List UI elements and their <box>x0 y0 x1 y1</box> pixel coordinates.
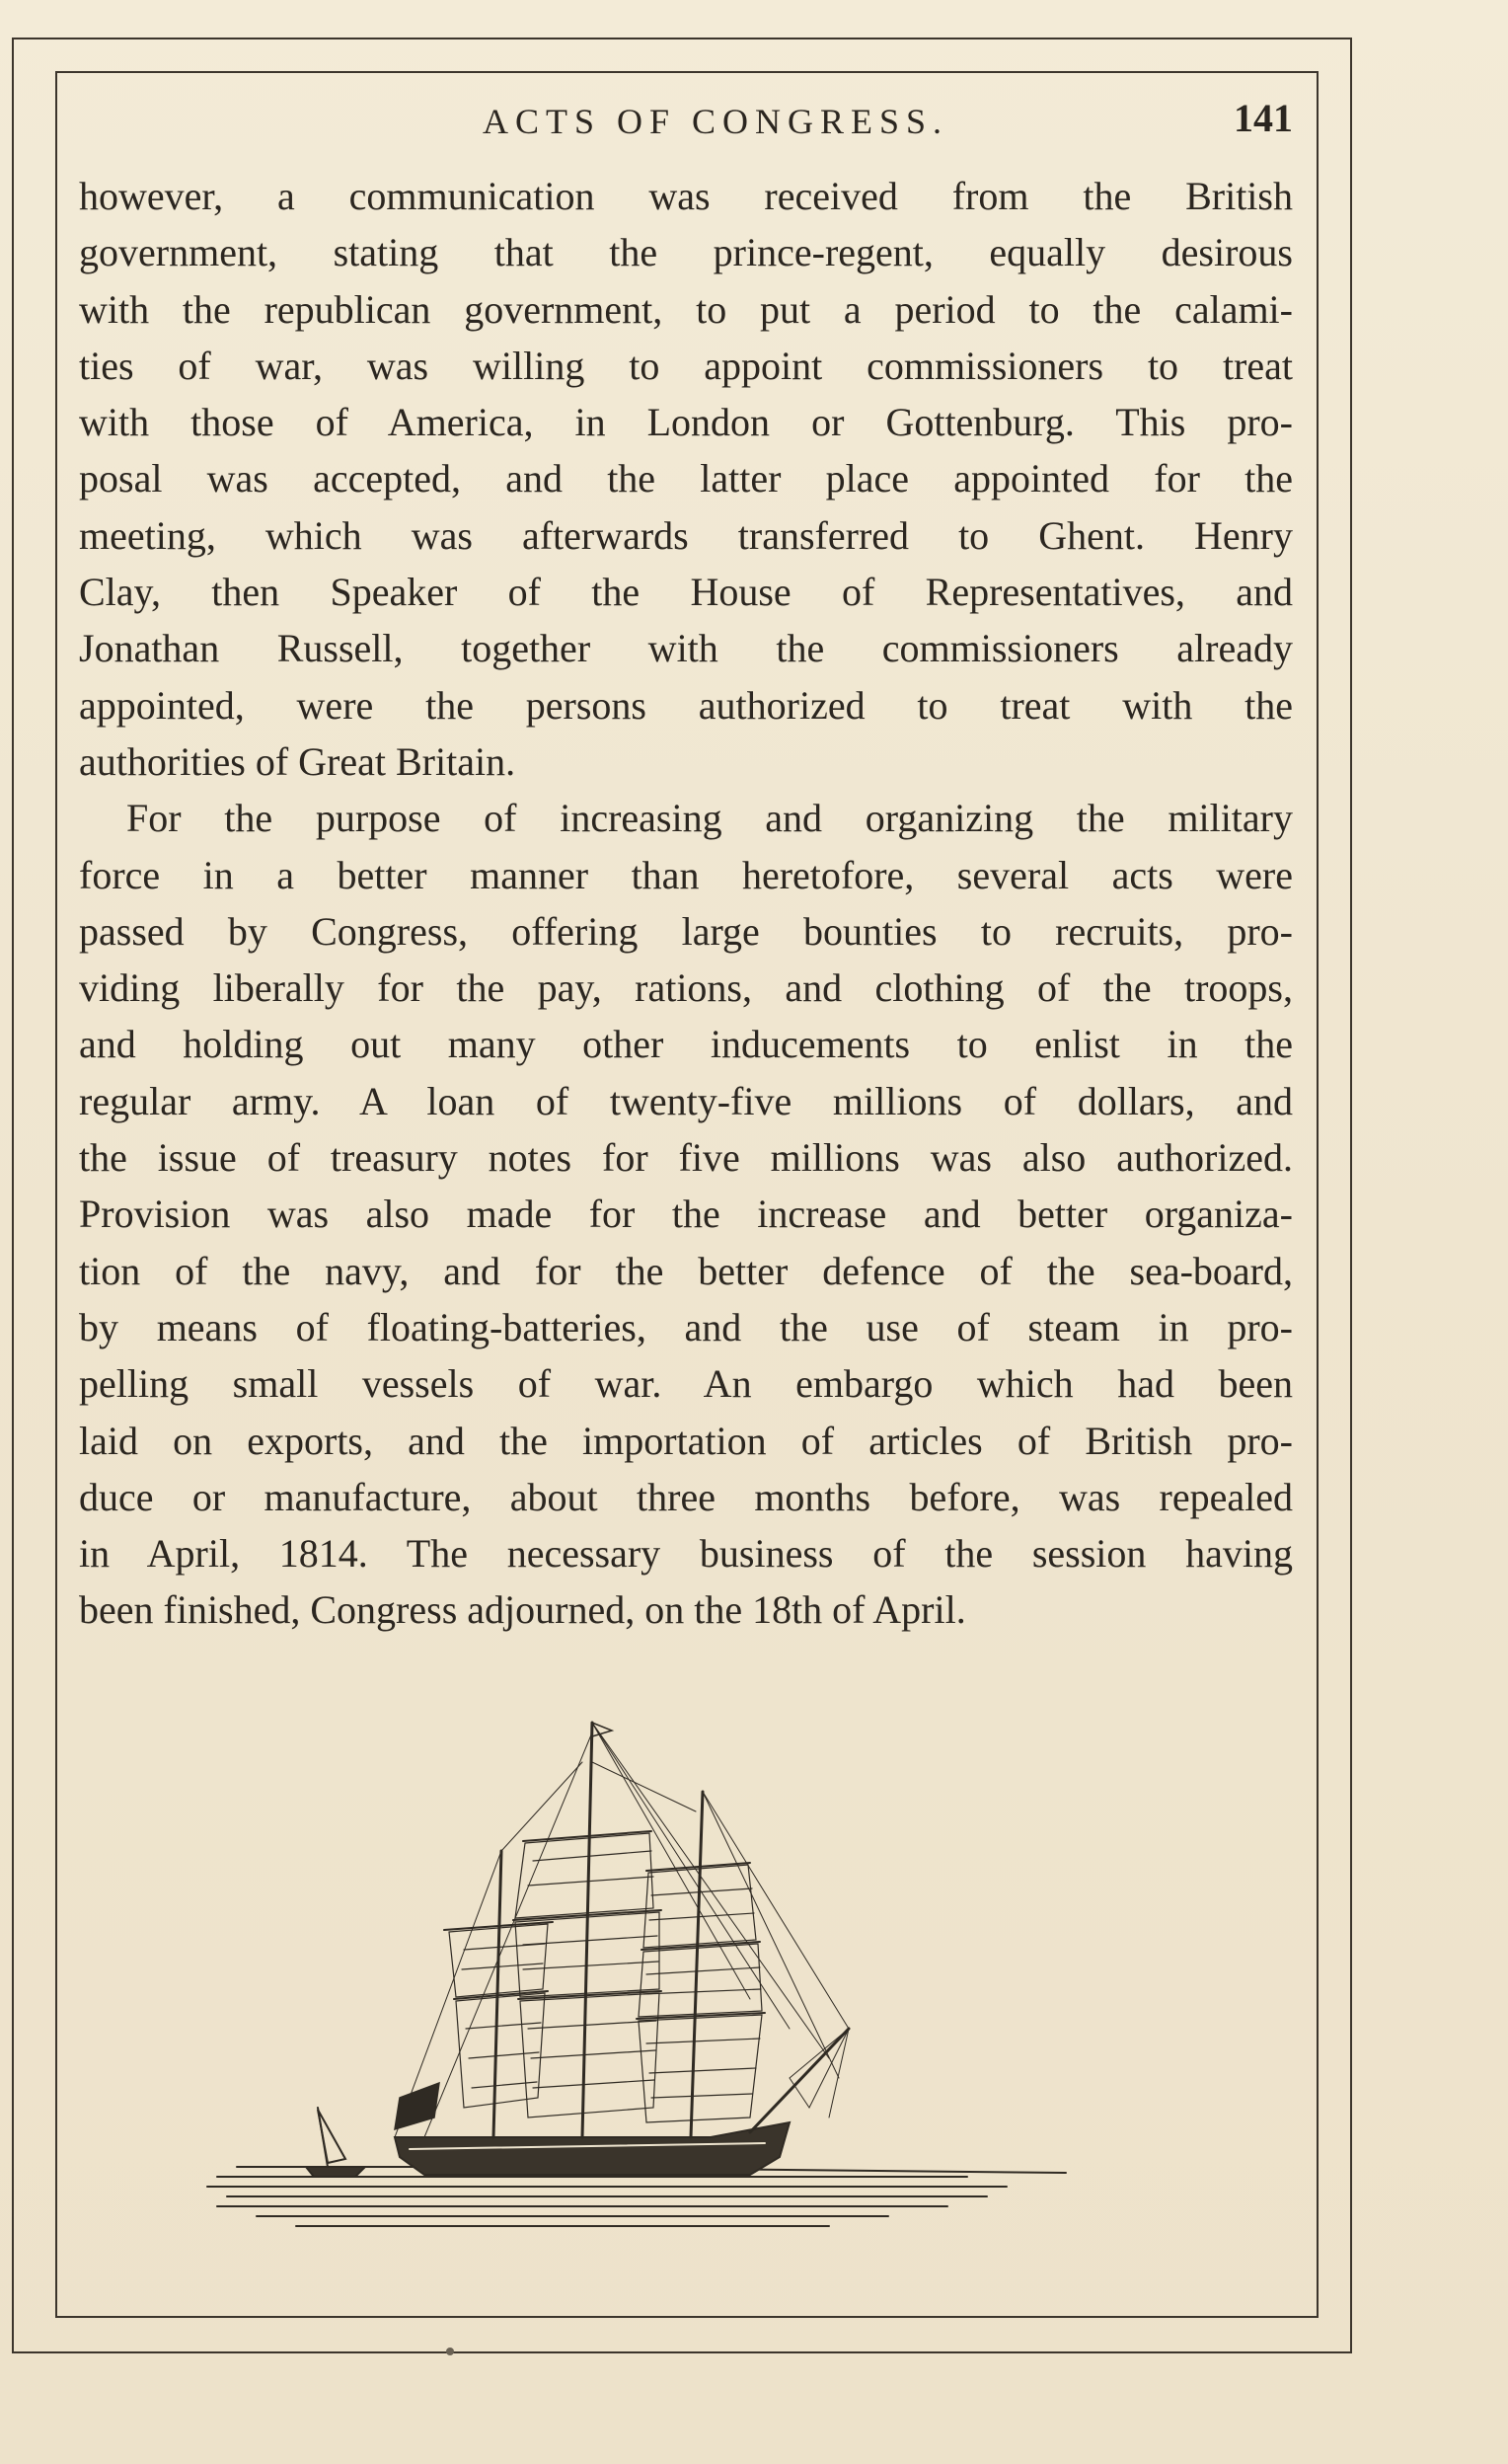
text-line: duce or manufacture, about three months before, was repealed <box>79 1474 1293 1519</box>
text-line: tion of the navy, and for the better defence of the sea-board, <box>79 1248 1293 1293</box>
text-line: viding liberally for the pay, rations, and clothing of the troops, <box>79 965 1293 1011</box>
body-text <box>79 168 1293 1639</box>
text-line: in April, 1814. The necessary business of the session having <box>79 1531 1293 1577</box>
running-head <box>79 95 1293 154</box>
text-line: by means of floating-batteries, and the use of steam in pro- <box>79 1304 1293 1349</box>
page-number: 141 <box>1234 96 1293 140</box>
text-line: Provision was also made for the increase and better organiza- <box>79 1192 1293 1237</box>
text-line: ties of war, was willing to appoint commissioners to treat <box>79 343 1293 388</box>
ship-rigging <box>395 1723 849 2137</box>
text-line: regular army. A loan of twenty-five millions of dollars, and <box>79 1078 1293 1123</box>
text-line: however, a communication was received from the British <box>79 174 1293 218</box>
text-line: For the purpose of increasing and organizing the military <box>126 796 1293 841</box>
text-line: passed by Congress, offering large bounties to recruits, pro- <box>79 908 1293 954</box>
text-line: appointed, were the persons authorized to treat with the <box>79 682 1293 728</box>
ink-speck <box>446 2348 454 2355</box>
text-line: meeting, which was afterwards transferred to Ghent. Henry <box>79 512 1293 558</box>
paragraph-2 <box>79 790 1293 1638</box>
text-line: Jonathan Russell, together with the commissioners already <box>79 626 1293 671</box>
text-line: authorities of Great Britain. <box>79 738 516 784</box>
text-line: the issue of treasury notes for five millions was also authorized. <box>79 1135 1293 1181</box>
running-title: ACTS OF CONGRESS. <box>482 102 949 141</box>
text-line: force in a better manner than heretofore, several acts were <box>79 852 1293 897</box>
text-line: posal was accepted, and the latter place appointed for the <box>79 456 1293 501</box>
text-line: government, stating that the prince-regent, equally desirous <box>79 230 1293 275</box>
small-boat <box>306 2108 365 2177</box>
text-line: and holding out many other inducements to enlist in the <box>79 1022 1293 1067</box>
paragraph-1 <box>79 168 1293 790</box>
text-line: with those of America, in London or Gottenburg. This pro- <box>79 400 1293 445</box>
text-line: pelling small vessels of war. An embargo which had been <box>79 1361 1293 1407</box>
text-line: laid on exports, and the importation of articles of British pro- <box>79 1418 1293 1463</box>
ship-engraving <box>197 1703 1145 2256</box>
stern-flag <box>395 2083 439 2129</box>
text-line: with the republican government, to put a period to the calami- <box>79 286 1293 332</box>
text-line: Clay, then Speaker of the House of Representatives, and <box>79 570 1293 615</box>
text-line: been finished, Congress adjourned, on the 18th of April. <box>79 1587 966 1633</box>
